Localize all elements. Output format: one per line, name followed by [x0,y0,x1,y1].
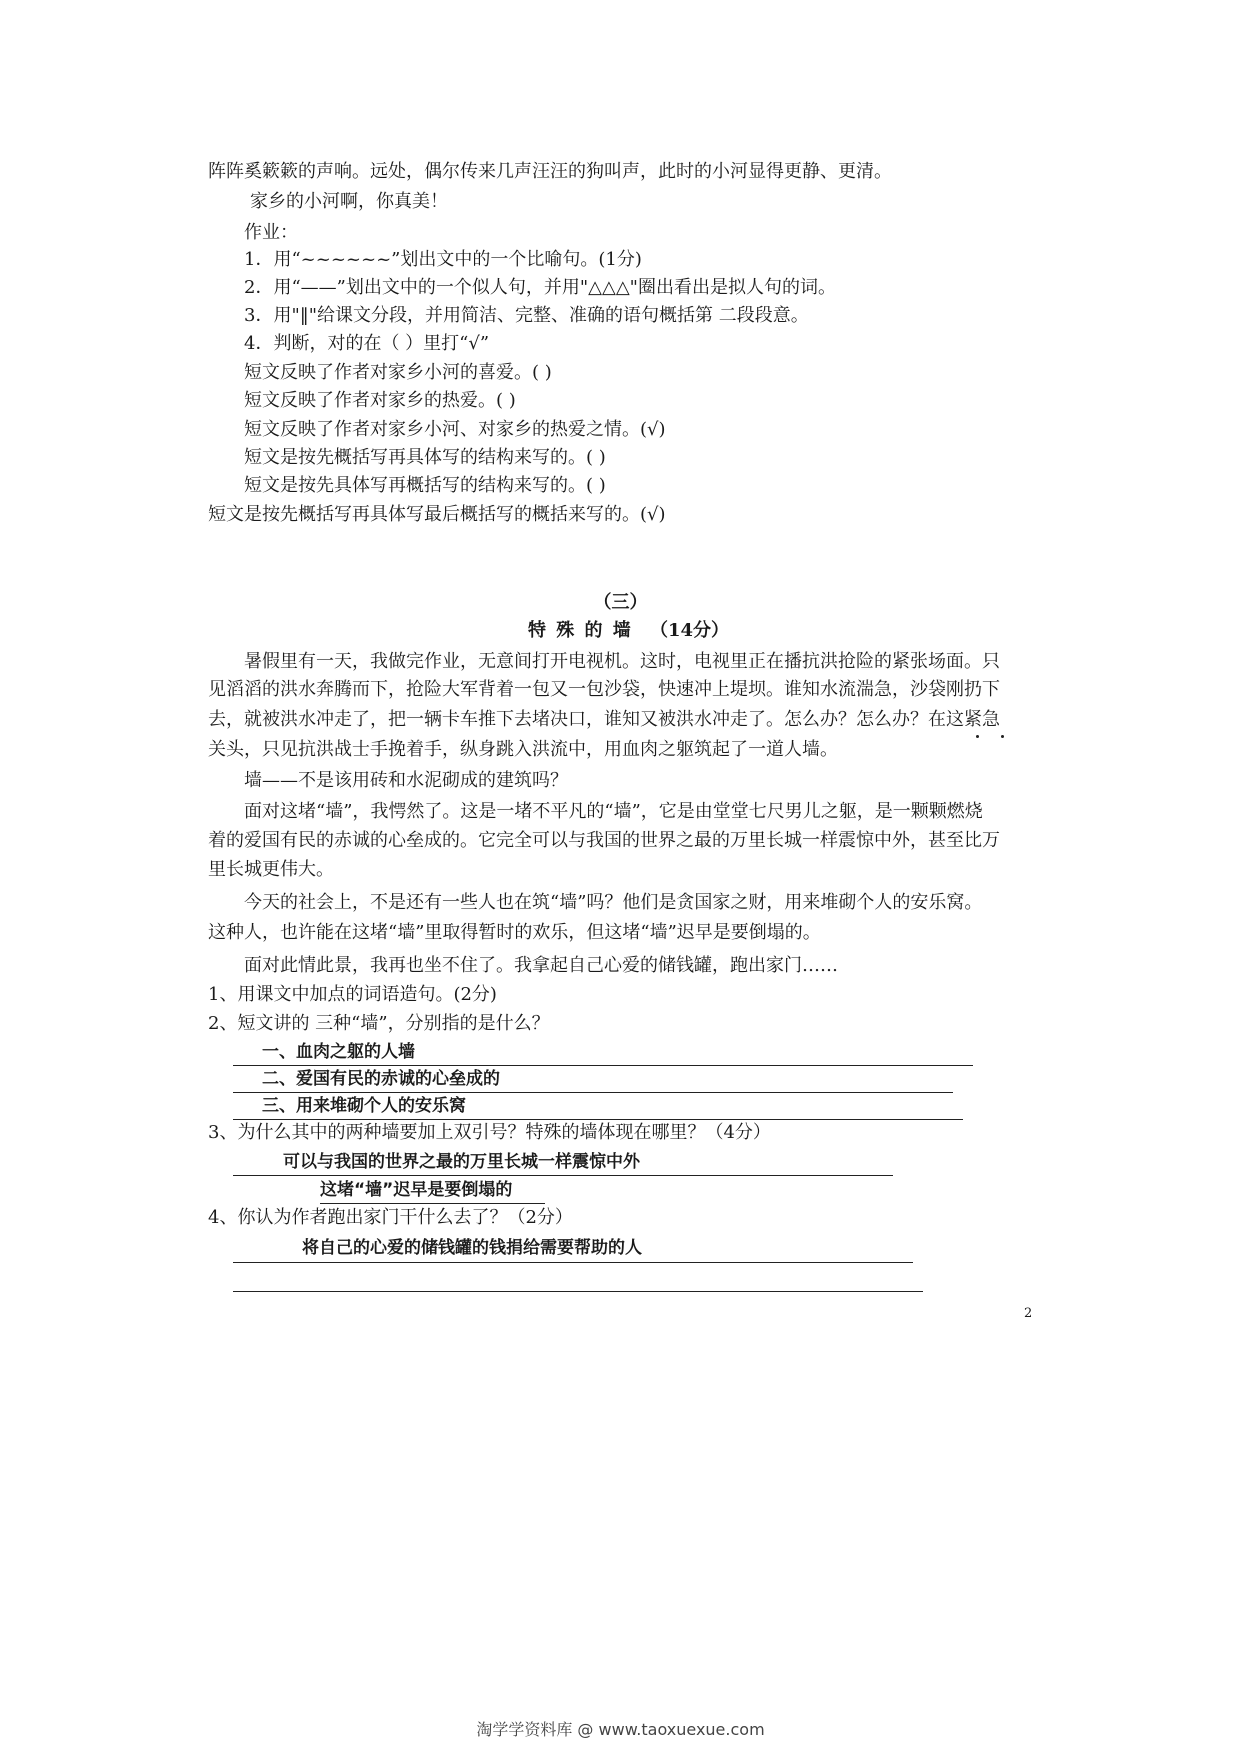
homework-title: 作业： [244,222,298,243]
passage-line: 面对这堵“墙”，我愕然了。这是一堵不平凡的“墙”，它是由堂堂七尺男儿之躯，是一颗颗燃烧 [244,801,983,822]
passage-line: 面对此情此景，我再也坐不住了。我拿起自己心爱的储钱罐，跑出家门…… [244,955,838,976]
answer-underline [320,1203,545,1204]
judgement-option: 短文反映了作者对家乡的热爱。( ) [244,390,516,411]
passage-line: 墙——不是该用砖和水泥砌成的建筑吗？ [244,770,568,791]
answer-line: 这堵“墙”迟早是要倒塌的 [320,1180,513,1200]
passage-line: 暑假里有一天，我做完作业，无意间打开电视机。这时，电视里正在播抗洪抢险的紧张场面。只 [244,651,1000,672]
homework-question-2: 2．用“——”划出文中的一个似人句，并用"△△△"圈出看出是拟人句的词。 [244,277,836,298]
passage-line: 里长城更伟大。 [208,859,334,880]
passage-line: 这种人，也许能在这堵“墙”里取得暂时的欢乐，但这堵“墙”迟早是要倒塌的。 [208,922,821,943]
passage-line: 着的爱国有民的赤诚的心垒成的。它完全可以与我国的世界之最的万里长城一样震惊中外，甚至比万 [208,830,1000,851]
answer-underline [233,1119,963,1120]
question-4: 4、你认为作者跑出家门干什么去了？（2分） [208,1207,573,1228]
emphasis-dot [976,735,979,738]
answer-line: 二、爱国有民的赤诚的心垒成的 [262,1069,500,1089]
answer-line: 一、血肉之躯的人墙 [262,1042,415,1062]
emphasis-dot [1001,735,1004,738]
homework-question-1: 1．用“~~~~~~”划出文中的一个比喻句。(1分) [244,249,642,270]
section-number: （三） [593,592,648,613]
judgement-option: 短文是按先概括写再具体写的结构来写的。( ) [244,447,606,468]
section-score: （14分） [650,620,730,641]
passage-line: 阵阵奚簌簌的声响。远处，偶尔传来几声汪汪的狗叫声，此时的小河显得更静、更清。 [208,161,892,182]
passage-line: 今天的社会上，不是还有一些人也在筑“墙”吗？他们是贪国家之财，用来堆砌个人的安乐窝。 [244,892,983,913]
footer-watermark: 淘学学资料库 @ www.taoxuexue.com [476,1720,765,1739]
question-1: 1、用课文中加点的词语造句。(2分) [208,984,497,1005]
answer-underline [233,1291,923,1292]
passage-line: 关头，只见抗洪战士手挽着手，纵身跳入洪流中，用血肉之躯筑起了一道人墙。 [208,739,838,760]
answer-line: 可以与我国的世界之最的万里长城一样震惊中外 [283,1152,640,1172]
answer-underline [233,1092,953,1093]
judgement-option: 短文反映了作者对家乡小河、对家乡的热爱之情。(√) [244,419,666,440]
question-3: 3、为什么其中的两种墙要加上双引号？特殊的墙体现在哪里？（4分） [208,1122,771,1143]
section-title: 特 殊 的 墙 [528,620,633,641]
answer-underline [233,1175,893,1176]
page-number: 2 [1024,1306,1033,1321]
answer-underline [233,1065,973,1066]
homework-question-4: 4．判断，对的在（ ）里打“√” [244,333,490,354]
answer-line: 三、用来堆砌个人的安乐窝 [262,1096,466,1116]
passage-line: 去，就被洪水冲走了，把一辆卡车推下去堵决口，谁知又被洪水冲走了。怎么办？怎么办？在这紧急 [208,709,1000,730]
passage-line: 家乡的小河啊，你真美！ [250,191,448,212]
judgement-option: 短文是按先概括写再具体写最后概括写的概括来写的。(√) [208,504,666,525]
answer-underline [233,1262,913,1263]
passage-line: 见滔滔的洪水奔腾而下，抢险大军背着一包又一包沙袋，快速冲上堤坝。谁知水流湍急，沙袋刚扔下 [208,679,1000,700]
answer-line: 将自己的心爱的储钱罐的钱捐给需要帮助的人 [302,1238,642,1258]
judgement-option: 短文是按先具体写再概括写的结构来写的。( ) [244,475,606,496]
judgement-option: 短文反映了作者对家乡小河的喜爱。( ) [244,362,552,383]
question-2: 2、短文讲的 三种“墙”，分别指的是什么？ [208,1013,550,1034]
homework-question-3: 3．用"‖"给课文分段，并用简洁、完整、准确的语句概括第 二段段意。 [244,305,809,326]
